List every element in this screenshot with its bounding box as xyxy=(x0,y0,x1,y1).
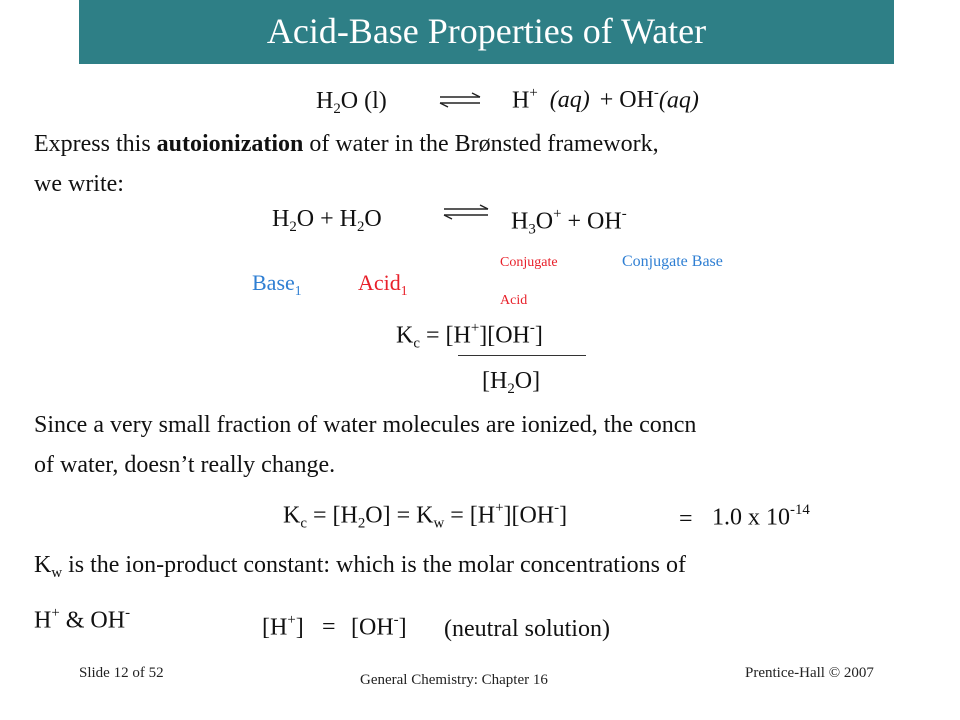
equation-bronsted: $H_2O + H_2O$ xyxy=(272,206,382,236)
label-conjugate-base: Conjugate Base xyxy=(622,253,723,270)
paragraph-ion-product: $K_w$ is the ion-product constant: which is the molar concentrations of H+ & OH- xyxy=(34,552,686,634)
kc-denominator: $[H_2O]$ xyxy=(482,368,541,398)
equation-autoionization: $H_2O$ (l) xyxy=(316,88,387,118)
paragraph-autoionization: Express this autoionization of water in the Brønsted framework, we write: xyxy=(34,131,659,197)
equilibrium-arrow-icon xyxy=(436,92,484,108)
neutral-equals-sign: = xyxy=(322,614,336,640)
kc-numerator: $K_c = [H^+][OH^-]$ xyxy=(396,320,543,352)
neutral-oh-concentration: [OH-] xyxy=(351,612,407,641)
neutral-note: (neutral solution) xyxy=(444,616,610,642)
footer-slide-number: Slide 12 of 52 xyxy=(79,665,164,681)
kw-equals-sign: = xyxy=(679,506,693,532)
label-conjugate-acid: Conjugate Acid xyxy=(500,255,558,308)
neutral-h-concentration: [H+] xyxy=(262,612,304,641)
footer-copyright: Prentice-Hall © 2007 xyxy=(745,665,874,681)
title-bar xyxy=(79,0,894,64)
equilibrium-arrow-icon xyxy=(440,204,492,220)
fraction-bar xyxy=(458,355,586,356)
slide-title: Acid-Base Properties of Water xyxy=(266,11,707,51)
kw-equation: $K_c = [H_2O] = K_w = [H^+][OH^-]$ xyxy=(283,500,568,532)
footer-chapter: General Chemistry: Chapter 16 xyxy=(360,672,548,688)
kw-value: 1.0 x $10^{-14}$ xyxy=(712,502,810,531)
equation-products: H+ (aq) + OH-(aq) xyxy=(512,85,699,114)
label-acid1: Acid$_1$ xyxy=(358,270,408,298)
label-base1: Base$_1$ xyxy=(252,270,302,298)
equation-bronsted-products: $H_3O^+ + OH^-$ xyxy=(511,206,627,238)
paragraph-concentration: Since a very small fraction of water molecules are ionized, the concn of water, doesn’t really change. xyxy=(34,412,697,478)
